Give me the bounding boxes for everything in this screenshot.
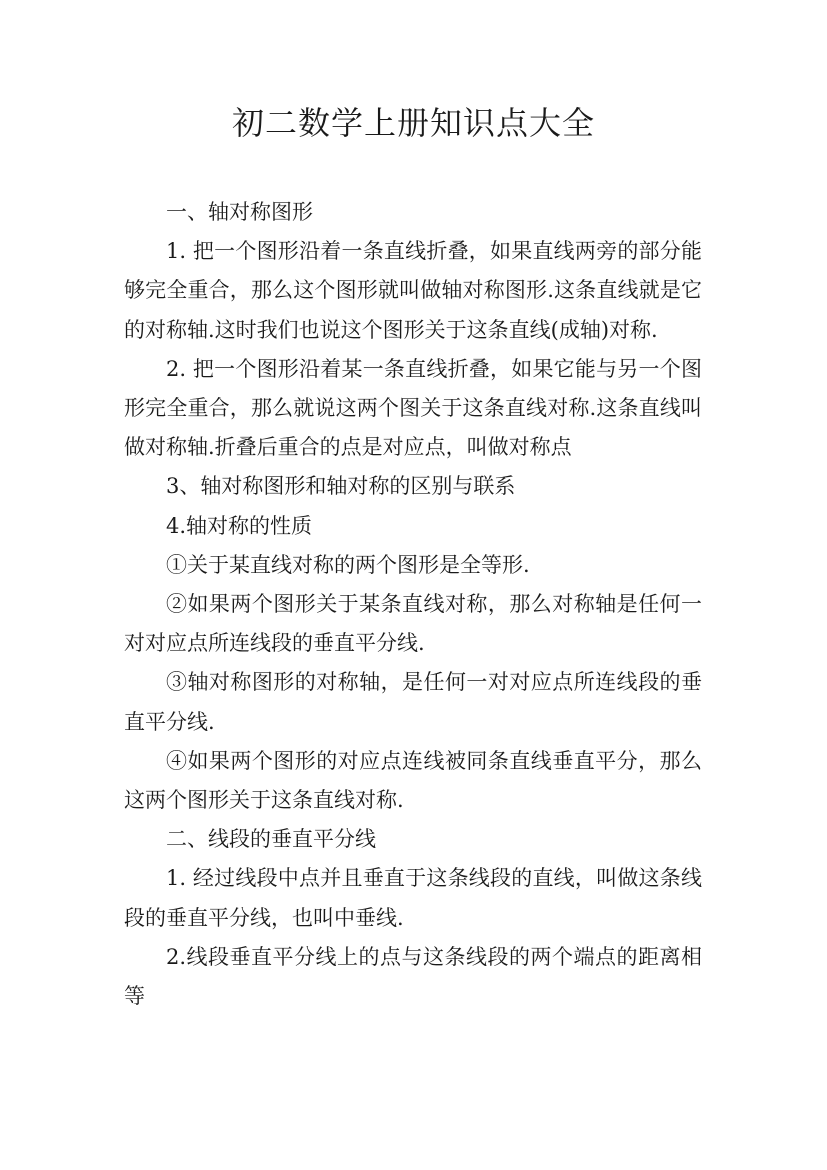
property-item-4: ④如果两个图形的对应点连线被同条直线垂直平分，那么这两个图形关于这条直线对称. (124, 748, 702, 813)
property-item-2: ②如果两个图形关于某条直线对称，那么对称轴是任何一对对应点所连线段的垂直平分线. (124, 592, 702, 656)
section-heading-axial-symmetry: 一、轴对称图形 (166, 200, 313, 224)
paragraph-properties-heading: 4.轴对称的性质 (166, 513, 313, 538)
document-body (124, 193, 702, 1016)
property-item-3: ③轴对称图形的对称轴，是任何一对对应点所连线段的垂直平分线. (124, 670, 702, 734)
document-title: 初二数学上册知识点大全 (231, 104, 595, 142)
property-item-1: ①关于某直线对称的两个图形是全等形. (166, 552, 530, 577)
paragraph-definition-2: 2. 把一个图形沿着某一条直线折叠，如果它能与另一个图形完全重合，那么就说这两个图关于这条直线对称.这条直线叫做对称轴.折叠后重合的点是对应点，叫做对称点 (124, 356, 702, 460)
paragraph-bisector-definition: 1. 经过线段中点并且垂直于这条线段的直线，叫做这条线段的垂直平分线，也叫中垂线. (124, 866, 702, 930)
paragraph-bisector-property: 2.线段垂直平分线上的点与这条线段的两个端点的距离相等 (124, 944, 702, 1009)
paragraph-difference: 3、轴对称图形和轴对称的区别与联系 (166, 474, 516, 499)
paragraph-definition-1: 1. 把一个图形沿着一条直线折叠，如果直线两旁的部分能够完全重合，那么这个图形就叫做轴对称图形.这条直线就是它的对称轴.这时我们也说这个图形关于这条直线(成轴)对称. (124, 239, 702, 342)
section-heading-perpendicular-bisector: 二、线段的垂直平分线 (166, 827, 376, 852)
